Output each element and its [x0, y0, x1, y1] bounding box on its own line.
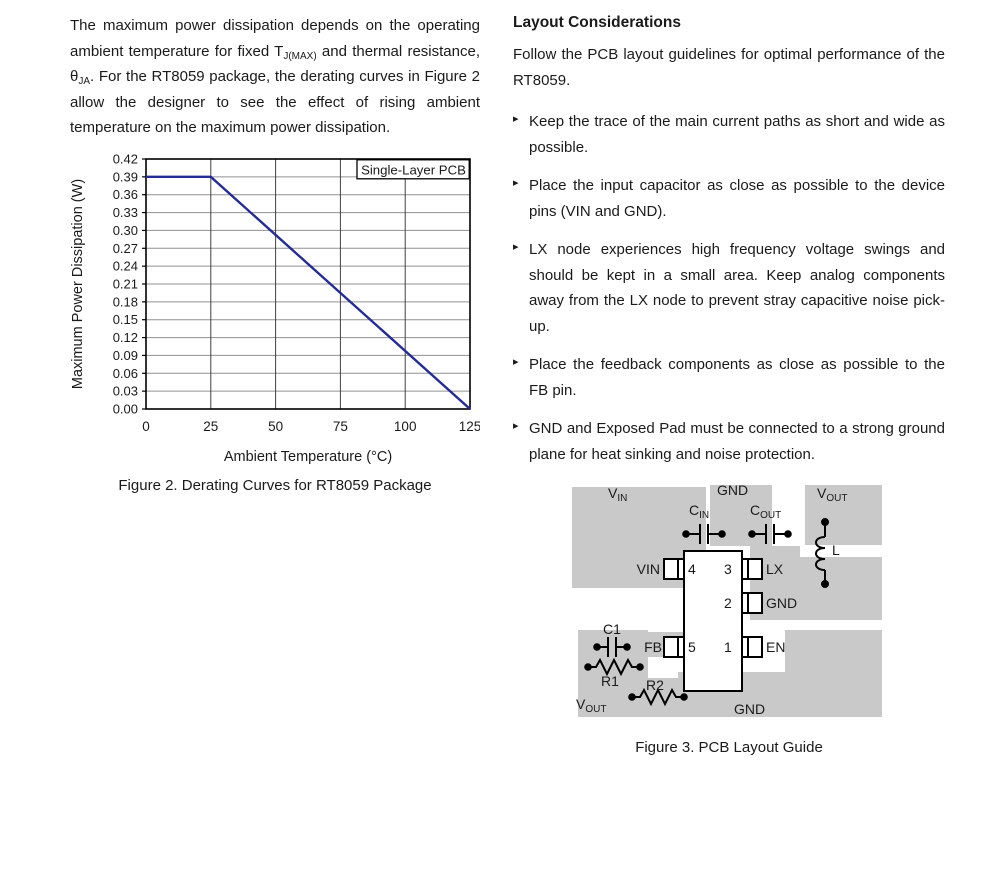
left-column: [70, 13, 480, 494]
y-tick-label: 0.06: [112, 365, 138, 381]
y-tick-label: 0.39: [112, 168, 138, 184]
pin3-pad: [742, 559, 762, 579]
intro-paragraph: [70, 13, 480, 141]
pin-vin-label: VIN: [636, 561, 660, 577]
para-segment: The maximum power dissipation depends on the operating ambient temperature for fixed T: [70, 17, 480, 60]
vout-bottom-label: $V_{OUT}$: [576, 696, 607, 715]
y-axis-title: Maximum Power Dissipation (W): [70, 178, 86, 389]
x-tick-label: 100: [393, 418, 417, 434]
bullet-text: LX node experiences high frequency voltage swings and should be kept in a small area. Keep analog components away from the LX node to prevent stray capacitive noise pick-up.: [529, 241, 945, 335]
y-tick-label: 0.24: [112, 258, 138, 274]
list-item: [513, 416, 945, 467]
gnd-bottom-label: GND: [734, 701, 766, 717]
gnd-top-label: GND: [717, 482, 749, 498]
pin-lx-label: LX: [766, 561, 784, 577]
pin-en-label: EN: [766, 639, 786, 655]
y-tick-label: 0.03: [112, 383, 138, 399]
legend-label: Single-Layer PCB: [361, 162, 466, 177]
x-tick-label: 50: [268, 418, 284, 434]
bullet-text: Place the feedback components as close as possible to the FB pin.: [529, 356, 945, 399]
y-tick-label: 0.12: [112, 329, 138, 345]
r1-label: R1: [601, 673, 619, 689]
subscript-jmax: J(MAX): [283, 50, 317, 62]
y-tick-label: 0.09: [112, 347, 138, 363]
figure3-caption: Figure 3. PCB Layout Guide: [635, 739, 823, 756]
bullet-icon: ▸: [513, 356, 519, 368]
y-tick-label: 0.36: [112, 186, 138, 202]
inductor-label: L: [832, 542, 840, 558]
bullet-text: GND and Exposed Pad must be connected to a strong ground plane for heat sinking and noise protection.: [529, 420, 945, 463]
y-tick-label: 0.42: [112, 151, 138, 166]
bullet-text: Keep the trace of the main current paths as short and wide as possible.: [529, 113, 945, 156]
c1-label: C1: [603, 621, 621, 637]
y-tick-label: 0.30: [112, 222, 138, 238]
pcb-layout-figure: [513, 480, 945, 756]
pin5-pad: [664, 637, 684, 657]
x-tick-label: 25: [203, 418, 219, 434]
pcb-layout-diagram: [570, 480, 882, 725]
subscript-theta-ja: JA: [78, 76, 91, 87]
vout-net-label: $V_{OUT}$: [817, 485, 848, 504]
section-heading: Layout Considerations: [513, 14, 681, 31]
r2-label: R2: [646, 677, 664, 693]
pin3-number: 3: [724, 561, 732, 577]
figure2-caption: Figure 2. Derating Curves for RT8059 Package: [118, 476, 432, 494]
bullet-icon: ▸: [513, 177, 519, 189]
cout-label: $C_{OUT}$: [750, 502, 782, 521]
pin2-number: 2: [724, 595, 732, 611]
list-item: [513, 173, 945, 224]
y-tick-label: 0.21: [112, 276, 138, 291]
pin5-number: 5: [688, 639, 696, 655]
x-tick-label: 75: [332, 418, 348, 434]
pin-gnd-label: GND: [766, 595, 798, 611]
y-tick-label: 0.33: [112, 204, 138, 220]
layout-intro: Follow the PCB layout guidelines for optimal performance of the RT8059.: [513, 46, 945, 89]
pin1-number: 1: [724, 639, 732, 655]
x-tick-label: 125: [458, 418, 480, 434]
pin-fb-label: FB: [644, 639, 662, 655]
right-column: [513, 14, 945, 756]
pin4-number: 4: [688, 561, 696, 577]
bullet-icon: ▸: [513, 420, 519, 432]
y-tick-label: 0.27: [112, 240, 138, 256]
pin1-pad: [742, 637, 762, 657]
bullet-icon: ▸: [513, 113, 519, 125]
vin-net-label: $V_{IN}$: [608, 485, 628, 504]
x-axis-title: Ambient Temperature (°C): [223, 448, 393, 465]
list-item: [513, 237, 945, 339]
list-item: [513, 109, 945, 160]
x-tick-label: 0: [142, 418, 150, 434]
list-item: [513, 352, 945, 403]
cin-label: $C_{IN}$: [689, 502, 710, 521]
para-segment: . For the RT8059 package, the derating curves in Figure 2 allow the designer to see the effect of rising ambient temperature on the maximum power dissipation.: [70, 68, 480, 136]
layout-guidelines-list: [513, 109, 945, 467]
pin2-pad: [742, 593, 762, 613]
para-segment: and thermal resistance, θ: [70, 42, 480, 85]
derating-chart-svg: [60, 151, 480, 473]
y-tick-label: 0.15: [112, 311, 138, 327]
pin4-pad: [664, 559, 684, 579]
y-tick-label: 0.18: [112, 293, 138, 309]
derating-line: [146, 176, 470, 408]
bullet-icon: ▸: [513, 241, 519, 253]
bullet-text: Place the input capacitor as close as possible to the device pins (VIN and GND).: [529, 177, 945, 220]
derating-chart: [60, 151, 480, 473]
vout-mid-pour: [797, 557, 882, 620]
y-tick-label: 0.00: [112, 401, 138, 416]
